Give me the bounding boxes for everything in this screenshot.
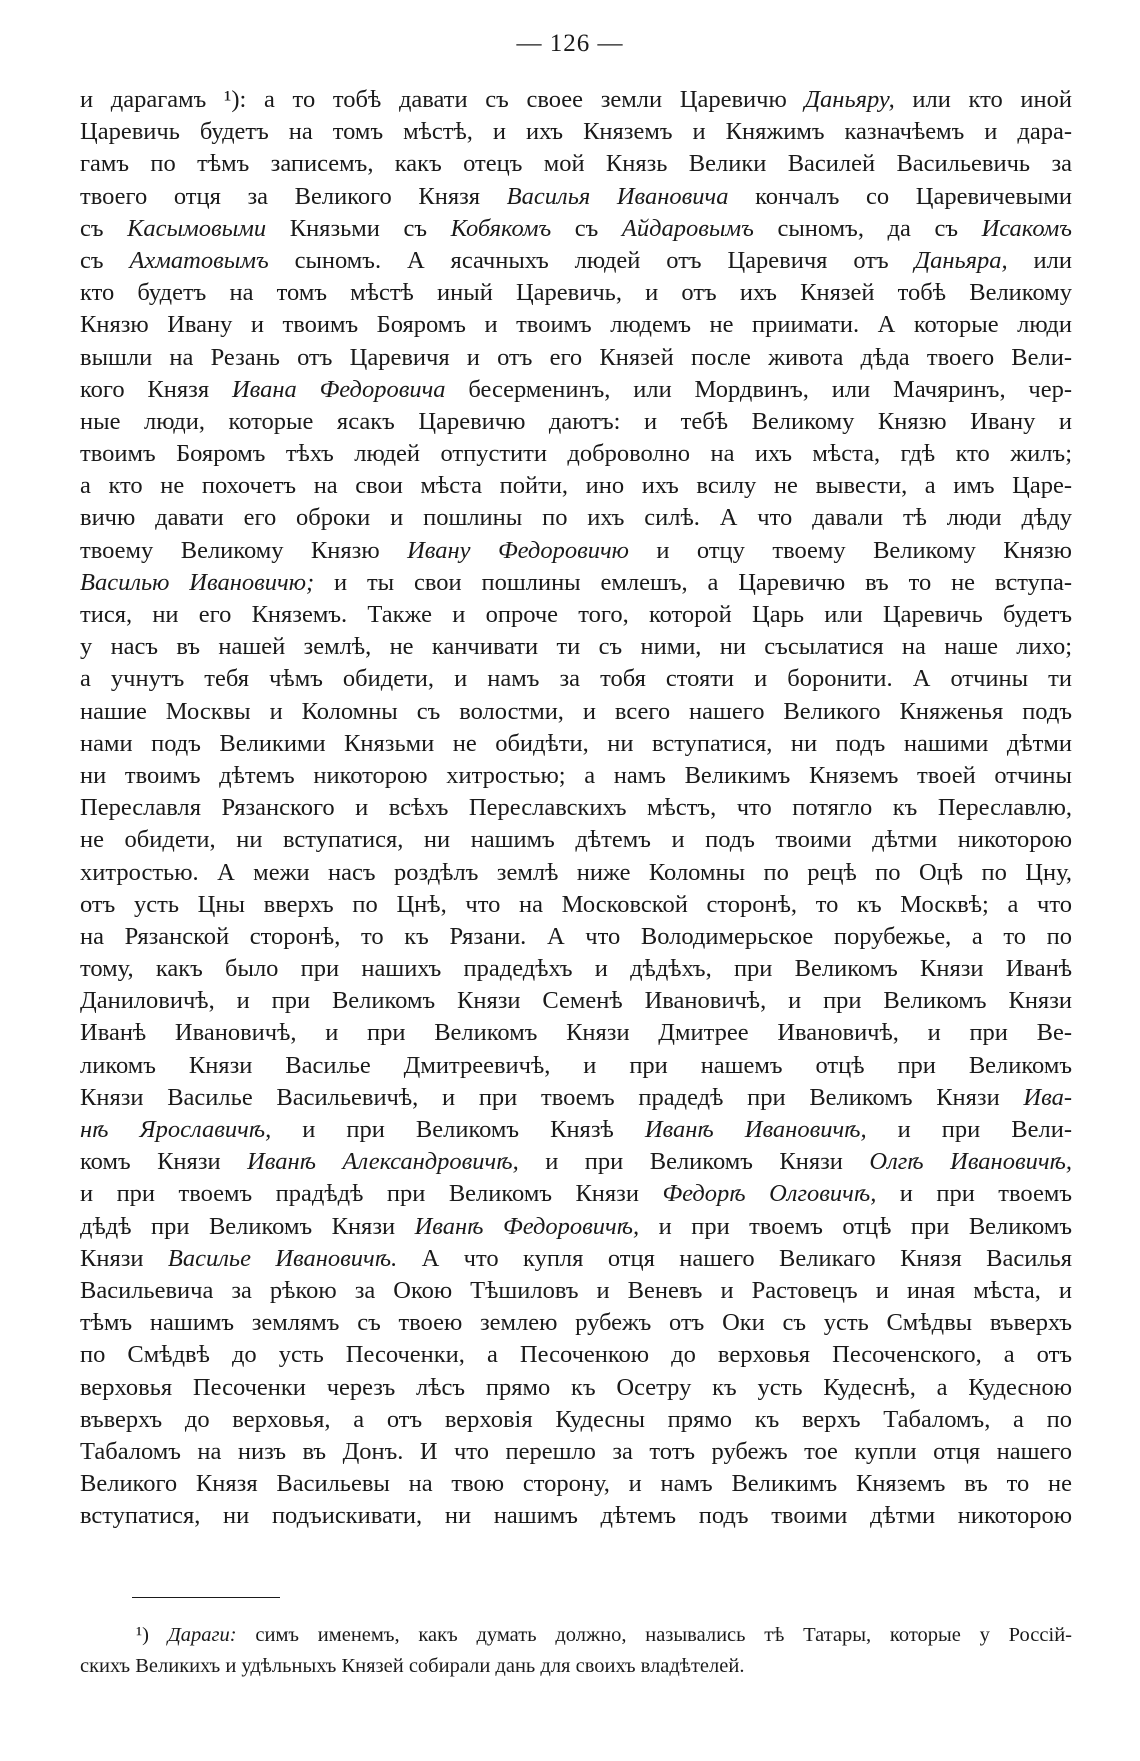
- text-line: [80, 84, 1072, 116]
- text-line: [80, 277, 1072, 309]
- text-segment: не обидети, ни вступатися, ни нашимъ дѣтемъ и подъ твоими дѣтми никоторою: [80, 826, 1072, 854]
- text-line: [80, 1339, 1072, 1371]
- italic-name: Федорѣ Олговичѣ,: [662, 1180, 877, 1208]
- text-line: [80, 663, 1072, 695]
- italic-name: Иванѣ Федоровичѣ,: [414, 1212, 640, 1240]
- italic-name: Ивану Федоровичю: [407, 536, 629, 564]
- italic-name: Василье Ивановичѣ.: [167, 1244, 398, 1272]
- text-segment: по Смѣдвѣ до усть Песоченки, а Песоченкою до верховья Песоченского, а отъ: [80, 1341, 1072, 1369]
- text-segment: ные люди, которые ясакъ Царевичю даютъ: и тебѣ Великому Князю Ивану и: [80, 407, 1072, 435]
- text-segment: комъ Князи: [80, 1148, 248, 1176]
- text-line: [80, 824, 1072, 856]
- text-line: [80, 1372, 1072, 1404]
- text-segment: твоего отця за Великого Князя: [80, 182, 507, 210]
- footnote-term: Дараги:: [167, 1624, 237, 1646]
- italic-name: Василью Ивановичю;: [80, 568, 315, 596]
- footnote: [80, 1620, 1072, 1682]
- text-segment: съ: [80, 214, 128, 242]
- text-line: [80, 792, 1072, 824]
- text-line: [80, 470, 1072, 502]
- text-line: [80, 1114, 1072, 1146]
- text-segment: Князю Ивану и твоимъ Бояромъ и твоимъ людемъ не приимати. А которые люди: [80, 311, 1072, 339]
- text-segment: Васильевича за рѣкою за Окою Тѣшиловъ и Веневъ и Растовецъ и иная мѣста, и: [80, 1276, 1072, 1304]
- text-line: [80, 406, 1072, 438]
- italic-name: Даньяра,: [914, 246, 1008, 274]
- text-line: [80, 760, 1072, 792]
- italic-name: Кобякомъ: [450, 214, 552, 242]
- body-text: [80, 84, 1072, 1532]
- text-line: [80, 213, 1072, 245]
- text-line: [80, 1178, 1072, 1210]
- text-segment: и ты свои пошлины емлешъ, а Царевичю въ то не вступа-: [314, 568, 1072, 596]
- text-segment: сыномъ, да съ: [753, 214, 982, 242]
- italic-name: Василья Ивановича: [506, 182, 729, 210]
- footnote-marker: ¹): [136, 1624, 149, 1646]
- text-segment: и дарагамъ ¹): а то тобѣ давати съ своее земли Царевичю: [80, 86, 805, 113]
- text-segment: тѣмъ нашимъ землямъ съ твоею землею рубежъ отъ Оки съ усть Смѣдвы въверхъ: [80, 1309, 1072, 1337]
- text-segment: Даниловичѣ, и при Великомъ Князи Семенѣ Ивановичѣ, и при Великомъ Князи: [80, 987, 1072, 1015]
- text-line: [80, 1307, 1072, 1339]
- text-segment: кого Князя: [80, 375, 232, 403]
- text-line: [80, 148, 1072, 180]
- text-segment: а учнутъ тебя чѣмъ обидети, и намъ за тобя стояти и боронити. А отчины ти: [80, 665, 1072, 693]
- text-segment: Табаломъ на низъ въ Донъ. И что перешло за тотъ рубежъ тое купли отця нашего: [80, 1437, 1072, 1465]
- text-line: [80, 1436, 1072, 1468]
- text-line: [80, 502, 1072, 534]
- text-line: [80, 1275, 1072, 1307]
- text-segment: и при твоемъ: [876, 1180, 1072, 1208]
- text-segment: ни твоимъ дѣтемъ никоторою хитростью; а намъ Великимъ Княземъ твоей отчины: [80, 761, 1072, 789]
- text-segment: вступатися, ни подъискивати, ни нашимъ дѣтемъ подъ твоими дѣтми никоторою: [80, 1502, 1072, 1530]
- italic-name: Исакомъ: [981, 214, 1072, 242]
- text-segment: ликомъ Князи Василье Дмитреевичѣ, и при нашемъ отцѣ при Великомъ: [80, 1051, 1072, 1079]
- text-line: [80, 1017, 1072, 1049]
- text-segment: кончалъ со Царевичевыми: [728, 182, 1072, 210]
- text-line: [80, 1404, 1072, 1436]
- text-line: [80, 438, 1072, 470]
- footnote-divider: [132, 1597, 280, 1598]
- page-number: — 126 —: [516, 30, 624, 57]
- text-segment: хитростью. А межи насъ роздѣлъ землѣ ниже Коломны по рецѣ по Оцѣ по Цну,: [80, 858, 1072, 886]
- text-line: [80, 857, 1072, 889]
- text-segment: Князьми съ: [266, 214, 451, 242]
- text-segment: или: [1007, 246, 1073, 274]
- footnote-line-1: [80, 1620, 1072, 1651]
- text-segment: и при твоемъ отцѣ при Великомъ: [639, 1212, 1072, 1240]
- italic-name: нѣ Ярославичѣ,: [80, 1116, 272, 1143]
- text-segment: Великого Князя Васильевы на твою сторону, и намъ Великимъ Княземъ въ то не: [80, 1470, 1072, 1498]
- italic-name: Иванѣ Ивановичѣ,: [644, 1116, 867, 1143]
- text-segment: А что купля отця нашего Великаго Князя Василья: [397, 1244, 1072, 1272]
- text-line: [80, 985, 1072, 1017]
- text-line: [80, 309, 1072, 341]
- footnote-text-1: симъ именемъ, какъ думать должно, назывались тѣ Татары, которые у Россій-: [236, 1624, 1073, 1646]
- italic-name: Касымовыми: [127, 214, 267, 242]
- text-line: [80, 1050, 1072, 1082]
- text-line: [80, 374, 1072, 406]
- text-line: [80, 116, 1072, 148]
- italic-name: Айдаровымъ: [621, 214, 754, 242]
- text-segment: кто будетъ на томъ мѣстѣ иный Царевичь, и отъ ихъ Князей тобѣ Великому: [80, 279, 1072, 307]
- text-segment: вичю давати его оброки и пошлины по ихъ силѣ. А что давали тѣ люди дѣду: [80, 504, 1072, 532]
- text-segment: Иванѣ Ивановичѣ, и при Великомъ Князи Дмитрее Ивановичѣ, и при Ве-: [80, 1019, 1072, 1047]
- text-segment: отъ усть Цны вверхъ по Цнѣ, что на Московской сторонѣ, то къ Москвѣ; а что: [80, 890, 1072, 918]
- text-segment: твоему Великому Князю: [80, 536, 408, 564]
- text-segment: и при твоемъ прадѣдѣ при Великомъ Князи: [80, 1180, 663, 1208]
- text-segment: на Рязанской сторонѣ, то къ Рязани. А что Володимерьское порубежье, а то по: [80, 922, 1072, 950]
- footnote-line-2: скихъ Великихъ и удѣльныхъ Князей собирали дань для своихъ владѣтелей.: [80, 1655, 745, 1677]
- text-line: [80, 1211, 1072, 1243]
- text-segment: съ: [80, 246, 130, 274]
- text-segment: и при Великомъ Князи: [518, 1148, 870, 1176]
- text-line: [80, 567, 1072, 599]
- text-segment: Переславля Рязанского и всѣхъ Переславскихъ мѣстъ, что потягло къ Переславлю,: [80, 794, 1072, 822]
- text-segment: Князи: [80, 1244, 168, 1272]
- text-line: [80, 921, 1072, 953]
- italic-name: Олгѣ Ивановичѣ,: [869, 1148, 1072, 1176]
- text-line: [80, 1468, 1072, 1500]
- italic-name: Даньяру,: [804, 86, 895, 113]
- text-line: [80, 342, 1072, 374]
- text-segment: сыномъ. А ясачныхъ людей отъ Царевичя отъ: [268, 246, 915, 274]
- text-segment: тися, ни его Княземъ. Также и опроче того, которой Царь или Царевичь будетъ: [80, 601, 1072, 628]
- text-segment: въверхъ до верховья, а отъ верховія Кудесны прямо къ верхъ Табаломъ, а по: [80, 1405, 1072, 1433]
- text-segment: а кто не похочетъ на свои мѣста пойти, ино ихъ всилу не вывести, а имъ Царе-: [80, 472, 1072, 500]
- text-segment: или кто иной: [894, 86, 1072, 113]
- text-line: [80, 889, 1072, 921]
- text-line: [80, 728, 1072, 760]
- text-segment: вышли на Резань отъ Царевичя и отъ его Князей после живота дѣда твоего Вели-: [80, 343, 1072, 371]
- text-segment: Царевичь будетъ на томъ мѣстѣ, и ихъ Княземъ и Княжимъ казначѣемъ и дара-: [80, 118, 1072, 146]
- text-line: [80, 1146, 1072, 1178]
- text-line: [80, 631, 1072, 663]
- text-line: [80, 1243, 1072, 1275]
- text-line: [80, 181, 1072, 213]
- text-segment: нами подъ Великими Князьми не обидѣти, ни вступатися, ни подъ нашими дѣтми: [80, 729, 1072, 757]
- text-segment: нашие Москвы и Коломны съ волостми, и всего нашего Великого Княженья подъ: [80, 697, 1072, 725]
- text-segment: верховья Песоченки черезъ лѣсъ прямо къ Осетру къ усть Кудеснѣ, а Кудесною: [80, 1373, 1072, 1401]
- text-line: [80, 535, 1072, 567]
- text-segment: и при Великомъ Князѣ: [271, 1116, 645, 1143]
- text-line: [80, 1500, 1072, 1532]
- italic-name: Ахматовымъ: [129, 246, 269, 274]
- text-segment: дѣдѣ при Великомъ Князи: [80, 1212, 415, 1240]
- text-segment: у насъ въ нашей землѣ, не канчивати ти съ ними, ни съсылатися на наше лихо;: [80, 633, 1072, 661]
- text-line: [80, 245, 1072, 277]
- text-line: [80, 696, 1072, 728]
- text-segment: Князи Василье Васильевичѣ, и при твоемъ прадедѣ при Великомъ Князи: [80, 1083, 1024, 1111]
- text-segment: тому, какъ было при нашихъ прадедѣхъ и дѣдѣхъ, при Великомъ Князи Иванѣ: [80, 955, 1072, 983]
- text-segment: съ: [551, 214, 622, 242]
- text-line: [80, 953, 1072, 985]
- text-line: [80, 1082, 1072, 1114]
- italic-name: Ива-: [1023, 1083, 1072, 1111]
- text-segment: и при Вели-: [866, 1116, 1073, 1143]
- italic-name: Ивана Федоровича: [231, 375, 446, 403]
- text-segment: и отцу твоему Великому Князю: [628, 536, 1072, 564]
- italic-name: Иванѣ Александровичѣ,: [247, 1148, 519, 1176]
- text-segment: гамъ по тѣмъ записемъ, какъ отецъ мой Князь Велики Василей Васильевичь за: [80, 150, 1072, 178]
- text-segment: бесерменинъ, или Мордвинъ, или Мачяринъ, чер-: [445, 375, 1073, 403]
- text-segment: твоимъ Бояромъ тѣхъ людей отпустити доброволно на ихъ мѣста, гдѣ кто жилъ;: [80, 440, 1072, 468]
- text-line: [80, 599, 1072, 631]
